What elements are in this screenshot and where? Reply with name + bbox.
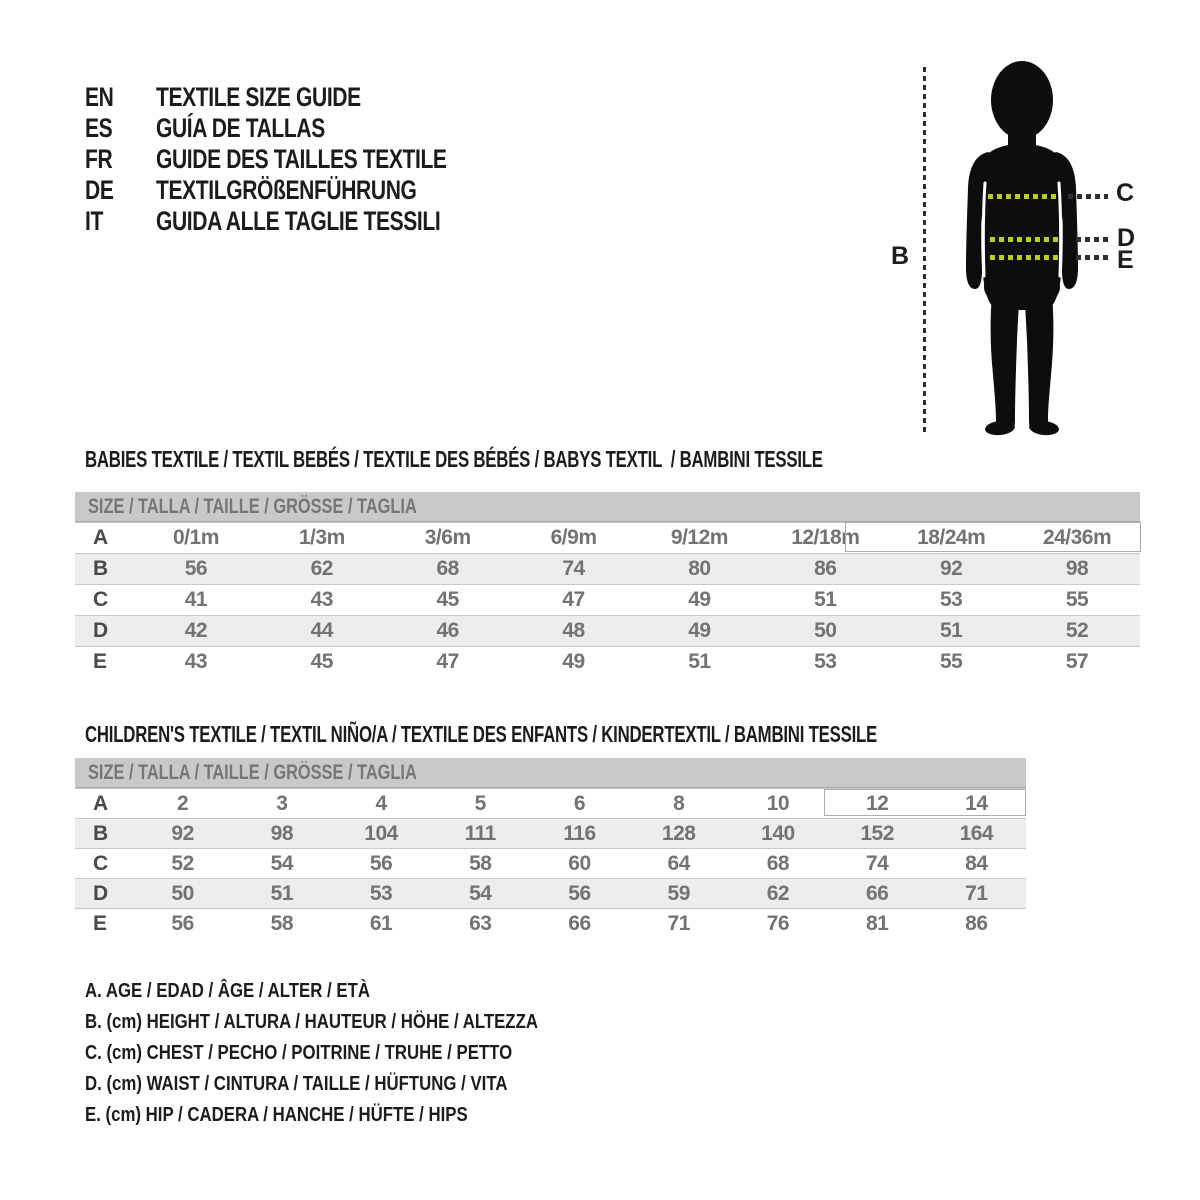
language-code: ES [85, 113, 113, 143]
table-row-E [75, 646, 1140, 677]
size-cell: 2 [177, 791, 189, 815]
size-cell: 52 [171, 851, 194, 875]
hip-label: E [1117, 246, 1134, 274]
size-cell: 43 [310, 588, 333, 611]
size-cell: 50 [814, 619, 837, 642]
size-cell: 98 [1065, 557, 1089, 580]
size-cell: 5 [474, 791, 486, 815]
size-cell: 1/3m [298, 526, 345, 549]
size-cell: 152 [860, 821, 894, 845]
page-title: GUÍA DE TALLAS [156, 113, 325, 143]
page-title: TEXTILE SIZE GUIDE [156, 82, 361, 112]
height-label: B [891, 242, 910, 270]
size-cell: 92 [171, 821, 194, 845]
size-cell: 116 [563, 821, 596, 845]
legend-item-chest: C. (cm) CHEST / PECHO / POITRINE / TRUHE / PETTO [85, 1042, 513, 1064]
size-cell: 53 [940, 588, 963, 611]
size-cell: 48 [562, 619, 585, 642]
size-cell: 45 [310, 650, 333, 673]
row-label: D [93, 881, 108, 905]
legend-item-age: A. AGE / EDAD / ÂGE / ALTER / ETÀ [85, 980, 370, 1002]
size-cell: 50 [171, 881, 194, 905]
page-title: TEXTILGRÖßENFÜHRUNG [156, 175, 417, 205]
size-cell: 56 [184, 557, 208, 580]
waist-measure-line [990, 237, 1058, 242]
size-cell: 51 [940, 619, 963, 642]
size-cell: 41 [184, 588, 208, 611]
title-row-en [85, 82, 529, 113]
table-row-E [75, 908, 1026, 938]
table-row-D [75, 878, 1026, 908]
size-cell: 81 [865, 911, 889, 935]
size-cell: 0/1m [173, 526, 219, 549]
row-label: A [93, 526, 108, 549]
size-cell: 54 [469, 881, 492, 905]
size-cell: 51 [688, 650, 711, 673]
language-code: DE [85, 175, 114, 205]
title-language-list [85, 82, 529, 237]
size-cell: 71 [965, 881, 988, 905]
size-cell: 49 [688, 588, 711, 611]
size-cell: 98 [270, 821, 293, 845]
table-row-C [75, 848, 1026, 878]
row-label: B [93, 557, 108, 580]
size-cell: 80 [688, 557, 711, 580]
language-code: FR [85, 144, 113, 174]
title-row-it [85, 206, 529, 237]
language-code: EN [85, 82, 114, 112]
size-cell: 68 [436, 557, 459, 580]
size-cell: 56 [171, 911, 194, 935]
size-cell: 62 [310, 557, 333, 580]
table-header-bar: SIZE / TALLA / TAILLE / GRÖSSE / TAGLIA [75, 758, 1026, 788]
title-row-es [85, 113, 529, 144]
size-cell: 60 [568, 851, 591, 875]
size-cell: 4 [375, 791, 387, 815]
measurement-legend [85, 976, 624, 1131]
table-row-C [75, 584, 1140, 615]
size-cell: 12/18m [791, 526, 860, 549]
row-label: A [93, 791, 108, 815]
size-cell: 8 [673, 791, 685, 815]
size-cell: 59 [667, 881, 690, 905]
size-cell: 58 [270, 911, 293, 935]
table-row-B [75, 553, 1140, 584]
size-cell: 52 [1065, 619, 1089, 642]
size-cell: 6/9m [550, 526, 597, 549]
table-row-D [75, 615, 1140, 646]
size-cell: 62 [766, 881, 790, 905]
size-cell: 164 [959, 821, 994, 845]
size-cell: 111 [464, 821, 496, 845]
size-cell: 14 [965, 791, 988, 815]
size-cell: 51 [814, 588, 837, 611]
row-label: C [93, 851, 108, 875]
chest-measure-line [988, 194, 1056, 199]
size-cell: 51 [270, 881, 293, 905]
page-title: GUIDA ALLE TAGLIE TESSILI [156, 206, 441, 236]
size-cell: 42 [184, 619, 208, 642]
size-cell: 74 [865, 851, 889, 875]
size-cell: 49 [562, 650, 585, 673]
size-cell: 55 [1065, 588, 1089, 611]
size-cell: 53 [814, 650, 837, 673]
size-cell: 84 [965, 851, 988, 875]
chest-measure-leader [1068, 194, 1108, 199]
size-cell: 54 [270, 851, 293, 875]
hip-measure-line [990, 255, 1058, 260]
size-cell: 18/24m [917, 526, 986, 549]
size-cell: 55 [940, 650, 963, 673]
height-measure-line [923, 67, 926, 432]
size-cell: 3 [276, 791, 288, 815]
children-size-table [75, 758, 1026, 938]
size-cell: 56 [568, 881, 591, 905]
language-code: IT [85, 206, 103, 236]
size-cell: 58 [469, 851, 492, 875]
size-cell: 46 [436, 619, 459, 642]
size-cell: 3/6m [424, 526, 471, 549]
size-cell: 68 [766, 851, 790, 875]
row-label: D [93, 619, 108, 642]
page-title: GUIDE DES TAILLES TEXTILE [156, 144, 447, 174]
size-cell: 61 [369, 911, 393, 935]
hip-measure-leader [1076, 255, 1108, 260]
row-label: E [93, 650, 107, 673]
size-cell: 9/12m [670, 526, 728, 549]
chest-label: C [1116, 179, 1135, 207]
child-silhouette [950, 50, 1110, 450]
size-cell: 86 [965, 911, 988, 935]
size-cell: 57 [1065, 650, 1089, 673]
size-cell: 92 [940, 557, 963, 580]
legend-item-waist: D. (cm) WAIST / CINTURA / TAILLE / HÜFTUNG / VITA [85, 1073, 508, 1095]
size-cell: 45 [436, 588, 459, 611]
size-cell: 63 [469, 911, 492, 935]
size-cell: 64 [667, 851, 690, 875]
table-header-bar: SIZE / TALLA / TAILLE / GRÖSSE / TAGLIA [75, 492, 1140, 522]
size-cell: 71 [667, 911, 690, 935]
children-size-highlight-box [824, 789, 1026, 816]
title-row-fr [85, 144, 529, 175]
size-cell: 74 [562, 557, 585, 580]
legend-item-height: B. (cm) HEIGHT / ALTURA / HAUTEUR / HÖHE / ALTEZZA [85, 1011, 538, 1033]
size-cell: 24/36m [1042, 526, 1112, 549]
row-label: C [93, 588, 108, 611]
size-cell: 140 [761, 821, 795, 845]
size-cell: 128 [661, 821, 696, 845]
size-cell: 47 [436, 650, 459, 673]
legend-item-hip: E. (cm) HIP / CADERA / HANCHE / HÜFTE / HIPS [85, 1104, 468, 1126]
size-cell: 44 [310, 619, 333, 642]
babies-size-highlight-box [845, 522, 1141, 552]
size-cell: 66 [568, 911, 591, 935]
size-cell: 76 [766, 911, 790, 935]
size-cell: 86 [814, 557, 837, 580]
size-cell: 49 [688, 619, 711, 642]
row-label: B [93, 821, 108, 845]
size-cell: 43 [184, 650, 208, 673]
size-cell: 66 [865, 881, 889, 905]
table-row-B [75, 818, 1026, 848]
babies-section-heading: BABIES TEXTILE / TEXTIL BEBÉS / TEXTILE DES BÉBÉS / BABYS TEXTIL / BAMBINI TESSILE [85, 446, 823, 472]
size-cell: 56 [369, 851, 393, 875]
size-cell: 6 [573, 791, 586, 815]
row-label: E [93, 911, 107, 935]
waist-measure-leader [1076, 237, 1108, 242]
size-cell: 47 [562, 588, 585, 611]
size-cell: 104 [364, 821, 398, 845]
size-cell: 53 [369, 881, 393, 905]
title-row-de [85, 175, 529, 206]
children-section-heading: CHILDREN'S TEXTILE / TEXTIL NIÑO/A / TEXTILE DES ENFANTS / KINDERTEXTIL / BAMBINI TESSILE [85, 721, 878, 747]
size-cell: 10 [766, 791, 790, 815]
waist-label: D [1117, 224, 1136, 252]
babies-size-table [75, 492, 1140, 677]
size-cell: 12 [865, 791, 889, 815]
